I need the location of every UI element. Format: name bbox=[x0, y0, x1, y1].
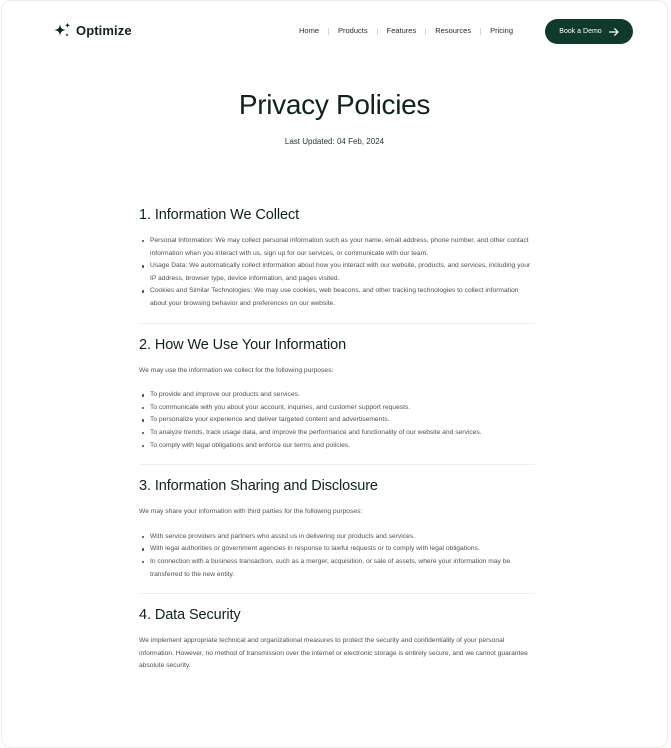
nav-features[interactable]: Features bbox=[386, 26, 417, 35]
section-heading: 3. Information Sharing and Disclosure bbox=[139, 478, 378, 495]
main-nav bbox=[293, 26, 519, 36]
brand-logo[interactable] bbox=[53, 22, 132, 39]
list-item: With legal authorities or government agencies in response to lawful requests or to comply with legal obligations. bbox=[139, 543, 535, 556]
page-title: Privacy Policies bbox=[238, 89, 431, 120]
section-intro: We may share your information with third parties for the following purposes: bbox=[139, 508, 363, 516]
section-how-we-use bbox=[139, 337, 535, 466]
section-intro: We may use the information we collect for the following purposes: bbox=[139, 366, 334, 374]
nav-divider bbox=[377, 28, 378, 35]
sparkle-icon bbox=[53, 22, 72, 39]
list-item: To personalize your experience and deliver targeted content and advertisements. bbox=[139, 414, 535, 427]
arrow-right-icon bbox=[609, 28, 619, 36]
nav-divider bbox=[328, 28, 329, 35]
list-item: To provide and improve our products and services. bbox=[139, 389, 535, 402]
list-item: To analyze trends, track usage data, and improve the performance and functionality of our website and services. bbox=[139, 427, 535, 440]
section-information-we-collect bbox=[139, 207, 535, 324]
section-information-sharing bbox=[139, 478, 535, 594]
book-demo-button[interactable] bbox=[545, 19, 633, 44]
section-paragraph: We implement appropriate technical and organizational measures to protect the security and confidentiality of your personal information. However, no method of transmission over the internet or electronic storage is entirely secure, and we cannot guarantee absolute security. bbox=[139, 637, 528, 670]
list-item: To comply with legal obligations and enforce our terms and policies. bbox=[139, 440, 535, 453]
nav-divider bbox=[425, 28, 426, 35]
bullet-list bbox=[139, 531, 535, 581]
book-demo-label: Book a Demo bbox=[559, 28, 602, 35]
policy-content bbox=[139, 207, 535, 698]
list-item: Cookies and Similar Technologies: We may use cookies, web beacons, and other tracking technologies to collect information about your browsing behavior and preferences on our website. bbox=[139, 285, 535, 310]
page bbox=[1, 0, 668, 748]
list-item: With service providers and partners who assist us in delivering our products and services. bbox=[139, 531, 535, 544]
brand-name: Optimize bbox=[76, 23, 132, 38]
list-item: Personal Information: We may collect personal information such as your name, email address, phone number, and other contact information when you interact with us, sign up for our services, or communicate with our team. bbox=[139, 235, 535, 260]
list-item: In connection with a business transaction, such as a merger, acquisition, or sale of assets, where your information may be transferred to the new entity. bbox=[139, 556, 535, 581]
nav-home[interactable]: Home bbox=[299, 26, 320, 35]
nav-divider bbox=[480, 28, 481, 35]
nav-resources[interactable]: Resources bbox=[435, 26, 472, 35]
bullet-list bbox=[139, 235, 535, 311]
section-data-security bbox=[139, 607, 535, 685]
nav-products[interactable]: Products bbox=[338, 26, 368, 35]
section-heading: 4. Data Security bbox=[139, 607, 241, 624]
header bbox=[2, 1, 667, 63]
list-item: To communicate with you about your account, inquiries, and customer support requests. bbox=[139, 402, 535, 415]
bullet-list bbox=[139, 389, 535, 452]
list-item: Usage Data: We automatically collect information about how you interact with our website, products, and services, including your IP address, browser type, device information, and pages visited. bbox=[139, 260, 535, 285]
nav-pricing[interactable]: Pricing bbox=[490, 26, 514, 35]
last-updated: Last Updated: 04 Feb, 2024 bbox=[284, 137, 385, 146]
section-heading: 1. Information We Collect bbox=[139, 207, 300, 223]
section-heading: 2. How We Use Your Information bbox=[139, 336, 347, 353]
